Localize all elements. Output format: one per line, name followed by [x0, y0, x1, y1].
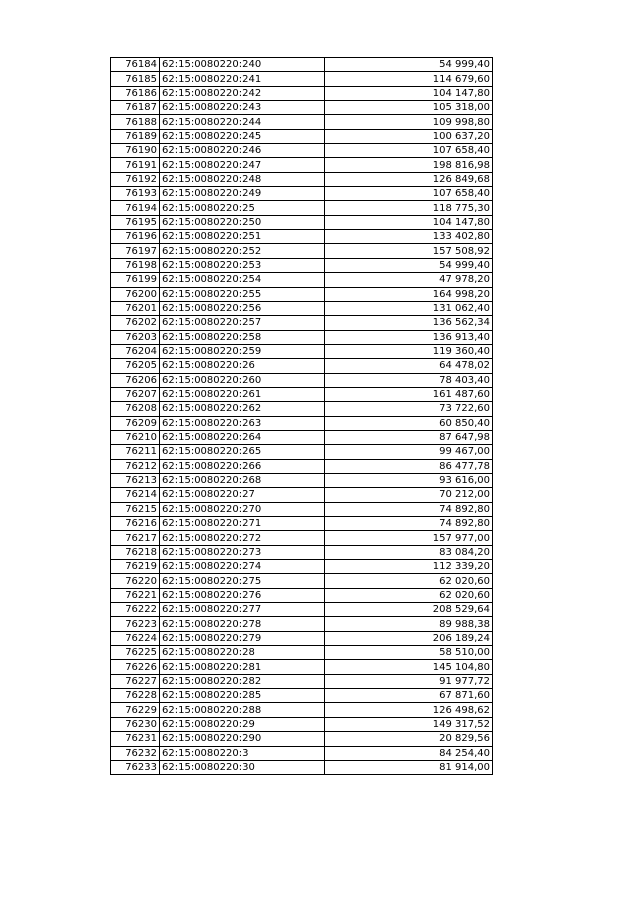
cadastral-number-cell: 62:15:0080220:260 — [160, 373, 325, 387]
row-number-cell: 76203 — [111, 330, 160, 344]
table-row — [111, 631, 493, 645]
value-cell: 157 977,00 — [325, 531, 493, 545]
table-row — [111, 215, 493, 229]
row-number-cell: 76210 — [111, 430, 160, 444]
table-row — [111, 732, 493, 746]
value-cell: 100 637,20 — [325, 129, 493, 143]
table-row — [111, 689, 493, 703]
table-row — [111, 115, 493, 129]
table-row — [111, 244, 493, 258]
table-row — [111, 646, 493, 660]
table-row — [111, 488, 493, 502]
cadastral-number-cell: 62:15:0080220:276 — [160, 588, 325, 602]
row-number-cell: 76225 — [111, 646, 160, 660]
table-row — [111, 273, 493, 287]
cadastral-number-cell: 62:15:0080220:278 — [160, 617, 325, 631]
cadastral-number-cell: 62:15:0080220:250 — [160, 215, 325, 229]
table-row — [111, 316, 493, 330]
table-row — [111, 373, 493, 387]
value-cell: 84 254,40 — [325, 746, 493, 760]
table-row — [111, 416, 493, 430]
cadastral-number-cell: 62:15:0080220:285 — [160, 689, 325, 703]
table-row — [111, 746, 493, 760]
cadastral-number-cell: 62:15:0080220:273 — [160, 545, 325, 559]
value-cell: 114 679,60 — [325, 72, 493, 86]
table-row — [111, 660, 493, 674]
row-number-cell: 76194 — [111, 201, 160, 215]
table-row — [111, 603, 493, 617]
table-row — [111, 473, 493, 487]
cadastral-number-cell: 62:15:0080220:271 — [160, 517, 325, 531]
cadastral-number-cell: 62:15:0080220:248 — [160, 172, 325, 186]
row-number-cell: 76197 — [111, 244, 160, 258]
table-row — [111, 560, 493, 574]
table-row — [111, 72, 493, 86]
table-row — [111, 258, 493, 272]
value-cell: 105 318,00 — [325, 101, 493, 115]
table-body — [111, 58, 493, 775]
value-cell: 74 892,80 — [325, 502, 493, 516]
value-cell: 206 189,24 — [325, 631, 493, 645]
row-number-cell: 76204 — [111, 344, 160, 358]
value-cell: 157 508,92 — [325, 244, 493, 258]
cadastral-number-cell: 62:15:0080220:258 — [160, 330, 325, 344]
cadastral-number-cell: 62:15:0080220:3 — [160, 746, 325, 760]
row-number-cell: 76211 — [111, 445, 160, 459]
row-number-cell: 76205 — [111, 359, 160, 373]
value-cell: 20 829,56 — [325, 732, 493, 746]
cadastral-number-cell: 62:15:0080220:281 — [160, 660, 325, 674]
row-number-cell: 76202 — [111, 316, 160, 330]
value-cell: 136 913,40 — [325, 330, 493, 344]
value-cell: 126 498,62 — [325, 703, 493, 717]
row-number-cell: 76201 — [111, 301, 160, 315]
value-cell: 131 062,40 — [325, 301, 493, 315]
cadastral-number-cell: 62:15:0080220:247 — [160, 158, 325, 172]
row-number-cell: 76223 — [111, 617, 160, 631]
row-number-cell: 76192 — [111, 172, 160, 186]
cadastral-number-cell: 62:15:0080220:242 — [160, 86, 325, 100]
value-cell: 58 510,00 — [325, 646, 493, 660]
value-cell: 133 402,80 — [325, 230, 493, 244]
row-number-cell: 76228 — [111, 689, 160, 703]
value-cell: 74 892,80 — [325, 517, 493, 531]
row-number-cell: 76229 — [111, 703, 160, 717]
cadastral-number-cell: 62:15:0080220:27 — [160, 488, 325, 502]
row-number-cell: 76198 — [111, 258, 160, 272]
value-cell: 60 850,40 — [325, 416, 493, 430]
value-cell: 91 977,72 — [325, 674, 493, 688]
value-cell: 145 104,80 — [325, 660, 493, 674]
value-cell: 104 147,80 — [325, 86, 493, 100]
table-row — [111, 387, 493, 401]
row-number-cell: 76189 — [111, 129, 160, 143]
value-cell: 73 722,60 — [325, 402, 493, 416]
cadastral-number-cell: 62:15:0080220:290 — [160, 732, 325, 746]
cadastral-number-cell: 62:15:0080220:251 — [160, 230, 325, 244]
cadastral-number-cell: 62:15:0080220:254 — [160, 273, 325, 287]
value-cell: 99 467,00 — [325, 445, 493, 459]
row-number-cell: 76231 — [111, 732, 160, 746]
value-cell: 149 317,52 — [325, 717, 493, 731]
table-row — [111, 760, 493, 774]
cadastral-number-cell: 62:15:0080220:261 — [160, 387, 325, 401]
table-row — [111, 430, 493, 444]
row-number-cell: 76195 — [111, 215, 160, 229]
table-row — [111, 101, 493, 115]
table-row — [111, 545, 493, 559]
table-row — [111, 517, 493, 531]
cadastral-number-cell: 62:15:0080220:249 — [160, 187, 325, 201]
cadastral-number-cell: 62:15:0080220:253 — [160, 258, 325, 272]
value-cell: 62 020,60 — [325, 588, 493, 602]
table-row — [111, 703, 493, 717]
value-cell: 86 477,78 — [325, 459, 493, 473]
cadastral-number-cell: 62:15:0080220:243 — [160, 101, 325, 115]
cadastral-number-cell: 62:15:0080220:272 — [160, 531, 325, 545]
table-row — [111, 144, 493, 158]
cadastral-number-cell: 62:15:0080220:265 — [160, 445, 325, 459]
cadastral-number-cell: 62:15:0080220:277 — [160, 603, 325, 617]
value-cell: 87 647,98 — [325, 430, 493, 444]
cadastral-number-cell: 62:15:0080220:257 — [160, 316, 325, 330]
value-cell: 70 212,00 — [325, 488, 493, 502]
row-number-cell: 76187 — [111, 101, 160, 115]
table-row — [111, 588, 493, 602]
table-row — [111, 58, 493, 72]
table-row — [111, 129, 493, 143]
value-cell: 109 998,80 — [325, 115, 493, 129]
row-number-cell: 76209 — [111, 416, 160, 430]
cadastral-number-cell: 62:15:0080220:270 — [160, 502, 325, 516]
row-number-cell: 76188 — [111, 115, 160, 129]
row-number-cell: 76207 — [111, 387, 160, 401]
value-cell: 54 999,40 — [325, 258, 493, 272]
cadastral-number-cell: 62:15:0080220:268 — [160, 473, 325, 487]
cadastral-number-cell: 62:15:0080220:252 — [160, 244, 325, 258]
value-cell: 81 914,00 — [325, 760, 493, 774]
table-row — [111, 344, 493, 358]
table-row — [111, 717, 493, 731]
table-row — [111, 86, 493, 100]
cadastral-number-cell: 62:15:0080220:274 — [160, 560, 325, 574]
row-number-cell: 76213 — [111, 473, 160, 487]
value-cell: 64 478,02 — [325, 359, 493, 373]
cadastral-number-cell: 62:15:0080220:241 — [160, 72, 325, 86]
table-row — [111, 301, 493, 315]
row-number-cell: 76184 — [111, 58, 160, 72]
row-number-cell: 76214 — [111, 488, 160, 502]
row-number-cell: 76224 — [111, 631, 160, 645]
table-row — [111, 187, 493, 201]
value-cell: 67 871,60 — [325, 689, 493, 703]
row-number-cell: 76232 — [111, 746, 160, 760]
value-cell: 164 998,20 — [325, 287, 493, 301]
cadastral-number-cell: 62:15:0080220:28 — [160, 646, 325, 660]
table-row — [111, 459, 493, 473]
table-row — [111, 674, 493, 688]
row-number-cell: 76222 — [111, 603, 160, 617]
cadastral-number-cell: 62:15:0080220:282 — [160, 674, 325, 688]
cadastral-number-cell: 62:15:0080220:245 — [160, 129, 325, 143]
cadastral-number-cell: 62:15:0080220:25 — [160, 201, 325, 215]
cadastral-number-cell: 62:15:0080220:263 — [160, 416, 325, 430]
table-row — [111, 359, 493, 373]
row-number-cell: 76227 — [111, 674, 160, 688]
value-cell: 54 999,40 — [325, 58, 493, 72]
value-cell: 83 084,20 — [325, 545, 493, 559]
row-number-cell: 76230 — [111, 717, 160, 731]
table-row — [111, 531, 493, 545]
cadastral-number-cell: 62:15:0080220:240 — [160, 58, 325, 72]
value-cell: 89 988,38 — [325, 617, 493, 631]
table-row — [111, 445, 493, 459]
table-row — [111, 502, 493, 516]
cadastral-number-cell: 62:15:0080220:244 — [160, 115, 325, 129]
cadastral-number-cell: 62:15:0080220:266 — [160, 459, 325, 473]
value-cell: 161 487,60 — [325, 387, 493, 401]
cadastral-number-cell: 62:15:0080220:288 — [160, 703, 325, 717]
cadastral-number-cell: 62:15:0080220:262 — [160, 402, 325, 416]
cadastral-number-cell: 62:15:0080220:246 — [160, 144, 325, 158]
row-number-cell: 76216 — [111, 517, 160, 531]
row-number-cell: 76221 — [111, 588, 160, 602]
row-number-cell: 76196 — [111, 230, 160, 244]
row-number-cell: 76199 — [111, 273, 160, 287]
table-row — [111, 617, 493, 631]
row-number-cell: 76186 — [111, 86, 160, 100]
row-number-cell: 76200 — [111, 287, 160, 301]
value-cell: 118 775,30 — [325, 201, 493, 215]
row-number-cell: 76226 — [111, 660, 160, 674]
value-cell: 107 658,40 — [325, 187, 493, 201]
row-number-cell: 76185 — [111, 72, 160, 86]
value-cell: 208 529,64 — [325, 603, 493, 617]
cadastral-number-cell: 62:15:0080220:30 — [160, 760, 325, 774]
value-cell: 78 403,40 — [325, 373, 493, 387]
row-number-cell: 76233 — [111, 760, 160, 774]
table-row — [111, 402, 493, 416]
table-row — [111, 201, 493, 215]
value-cell: 62 020,60 — [325, 574, 493, 588]
row-number-cell: 76217 — [111, 531, 160, 545]
row-number-cell: 76208 — [111, 402, 160, 416]
cadastral-number-cell: 62:15:0080220:259 — [160, 344, 325, 358]
row-number-cell: 76218 — [111, 545, 160, 559]
row-number-cell: 76212 — [111, 459, 160, 473]
value-cell: 126 849,68 — [325, 172, 493, 186]
value-cell: 136 562,34 — [325, 316, 493, 330]
table-row — [111, 287, 493, 301]
table-row — [111, 158, 493, 172]
cadastral-number-cell: 62:15:0080220:29 — [160, 717, 325, 731]
row-number-cell: 76219 — [111, 560, 160, 574]
cadastral-number-cell: 62:15:0080220:26 — [160, 359, 325, 373]
value-cell: 93 616,00 — [325, 473, 493, 487]
cadastral-number-cell: 62:15:0080220:264 — [160, 430, 325, 444]
value-cell: 107 658,40 — [325, 144, 493, 158]
table-row — [111, 330, 493, 344]
row-number-cell: 76220 — [111, 574, 160, 588]
row-number-cell: 76191 — [111, 158, 160, 172]
cadastral-number-cell: 62:15:0080220:256 — [160, 301, 325, 315]
value-cell: 119 360,40 — [325, 344, 493, 358]
value-cell: 112 339,20 — [325, 560, 493, 574]
cadastral-value-table — [110, 57, 493, 775]
cadastral-number-cell: 62:15:0080220:275 — [160, 574, 325, 588]
row-number-cell: 76193 — [111, 187, 160, 201]
value-cell: 198 816,98 — [325, 158, 493, 172]
table-row — [111, 230, 493, 244]
cadastral-number-cell: 62:15:0080220:255 — [160, 287, 325, 301]
row-number-cell: 76206 — [111, 373, 160, 387]
table-row — [111, 574, 493, 588]
value-cell: 104 147,80 — [325, 215, 493, 229]
row-number-cell: 76215 — [111, 502, 160, 516]
row-number-cell: 76190 — [111, 144, 160, 158]
cadastral-number-cell: 62:15:0080220:279 — [160, 631, 325, 645]
value-cell: 47 978,20 — [325, 273, 493, 287]
table-row — [111, 172, 493, 186]
